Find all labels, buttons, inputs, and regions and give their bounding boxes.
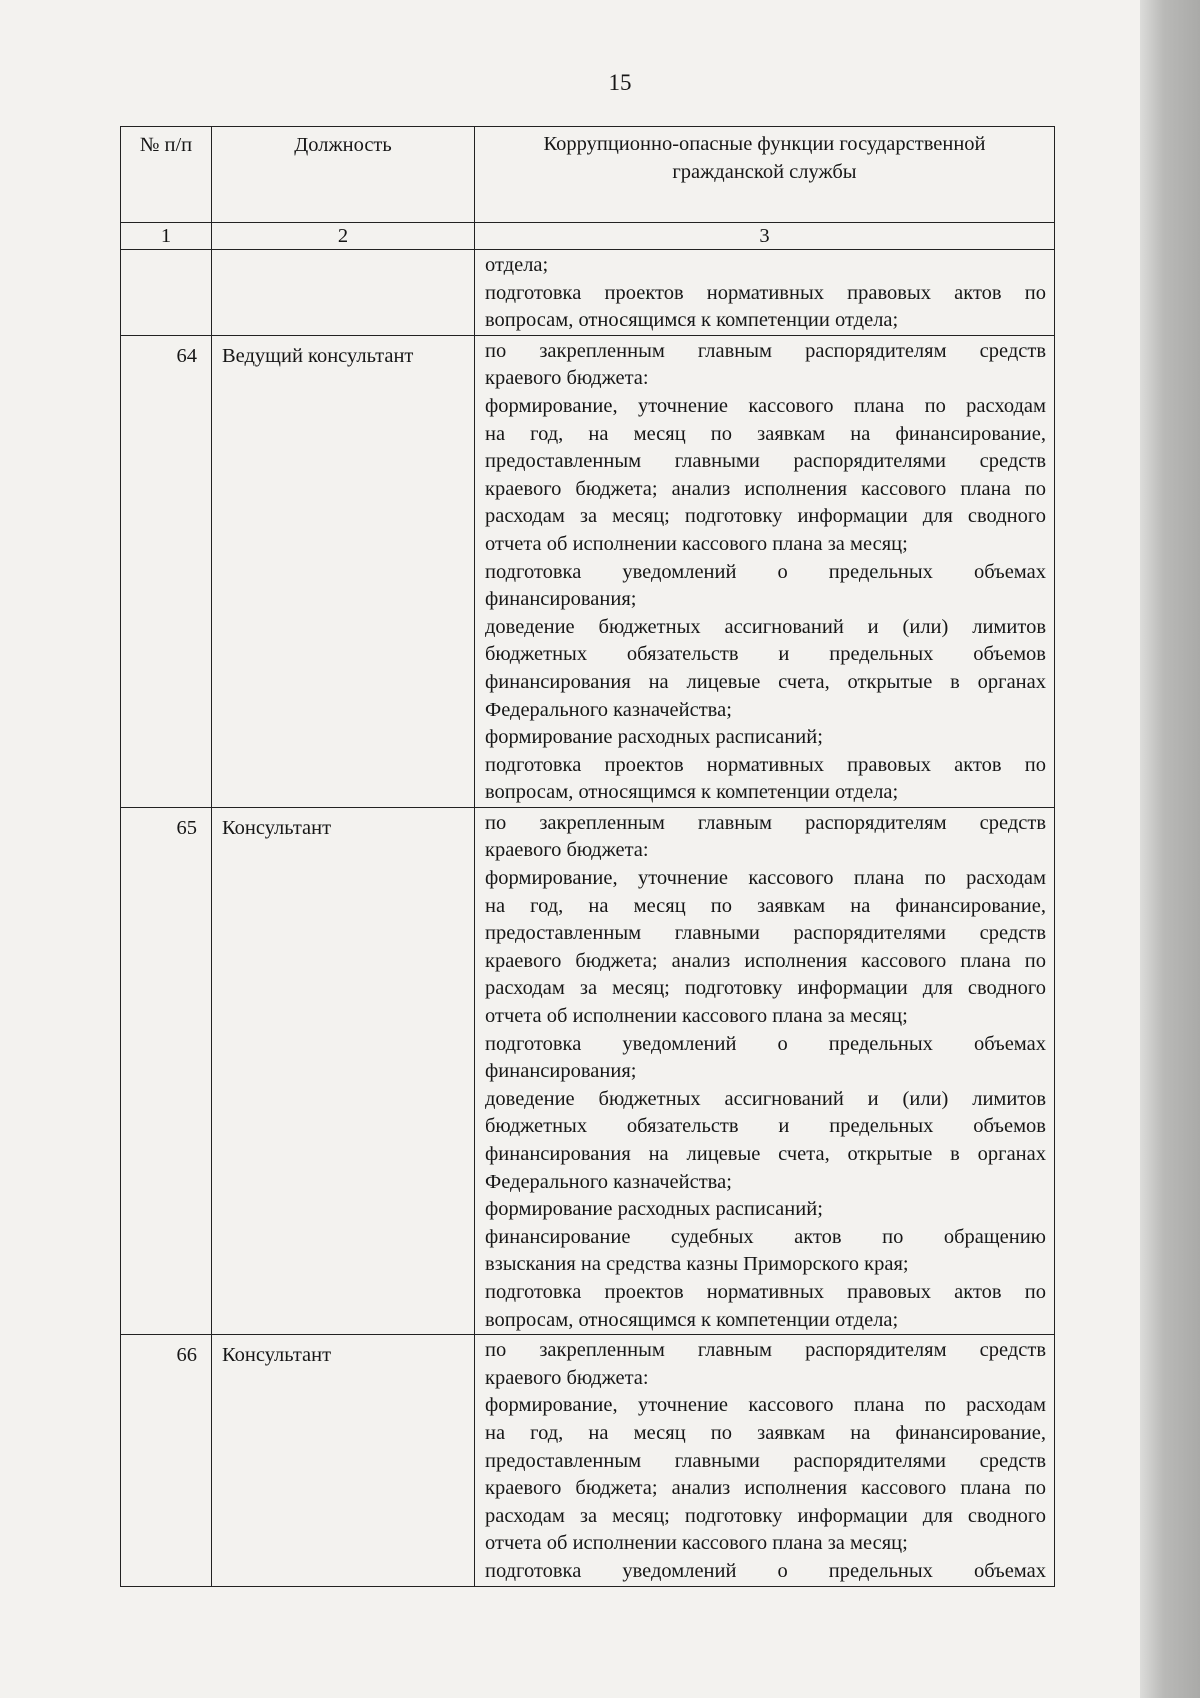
function-text-line: расходам за месяц; подготовку информации для сводного	[485, 505, 1046, 528]
function-text-line: финансирования на лицевые счета, открытые в органах	[485, 670, 1046, 693]
header-functions	[475, 127, 1055, 223]
function-text-line: по закрепленным главным распорядителям средств	[485, 1339, 1046, 1362]
function-text-line: вопросам, относящимся к компетенции отдела;	[485, 309, 899, 332]
function-text-line: формирование расходных расписаний;	[485, 1198, 823, 1221]
function-text-line: финансирования;	[485, 588, 637, 611]
function-text-line: отчета об исполнении кассового плана за месяц;	[485, 1532, 908, 1555]
row-position: Ведущий консультант	[212, 335, 475, 807]
function-text-line: расходам за месяц; подготовку информации для сводного	[485, 977, 1046, 1000]
function-text-line: бюджетных обязательств и предельных объемов	[485, 1115, 1046, 1138]
function-text-line: Федерального казначейства;	[485, 1170, 732, 1193]
page-number: 15	[608, 70, 632, 95]
function-text-line: краевого бюджета; анализ исполнения кассового плана по	[485, 1477, 1046, 1500]
function-text-line: краевого бюджета:	[485, 1366, 649, 1389]
header-number: № п/п	[121, 127, 212, 223]
column-number-3: 3	[475, 223, 1055, 250]
table-row	[121, 807, 1055, 1334]
row-functions	[475, 1335, 1055, 1586]
function-text-line: краевого бюджета:	[485, 839, 649, 862]
function-text-line: предоставленным главными распорядителями средств	[485, 450, 1046, 473]
row-functions	[475, 807, 1055, 1334]
function-text-line: формирование, уточнение кассового плана по расходам	[485, 394, 1046, 417]
header-functions-line-1: Коррупционно-опасные функции государственной	[543, 133, 986, 155]
scanner-edge	[1140, 0, 1200, 1698]
function-text-line: по закрепленным главным распорядителям средств	[485, 811, 1046, 834]
row-functions	[475, 250, 1055, 336]
function-text-line: подготовка проектов нормативных правовых актов по	[485, 753, 1046, 776]
row-position	[212, 250, 475, 336]
row-position: Консультант	[212, 1335, 475, 1586]
header-position: Должность	[212, 127, 475, 223]
row-number: 65	[121, 807, 212, 1334]
function-text-line: краевого бюджета; анализ исполнения кассового плана по	[485, 477, 1046, 500]
function-text-line: краевого бюджета; анализ исполнения кассового плана по	[485, 949, 1046, 972]
function-text-line: подготовка уведомлений о предельных объемах	[485, 1032, 1046, 1055]
row-number: 64	[121, 335, 212, 807]
column-number-1: 1	[121, 223, 212, 250]
function-text-line: предоставленным главными распорядителями средств	[485, 1449, 1046, 1472]
function-text-line: доведение бюджетных ассигнований и (или) лимитов	[485, 615, 1046, 638]
function-text-line: предоставленным главными распорядителями средств	[485, 922, 1046, 945]
header-functions-line-2: гражданской службы	[672, 160, 857, 183]
function-text-line: формирование расходных расписаний;	[485, 726, 823, 749]
function-text-line: финансирования на лицевые счета, открытые в органах	[485, 1143, 1046, 1165]
row-number	[121, 250, 212, 336]
function-text-line: формирование, уточнение кассового плана по расходам	[485, 1394, 1046, 1417]
function-text-line: подготовка проектов нормативных правовых актов по	[485, 281, 1046, 304]
column-number-row	[121, 223, 1055, 250]
function-text-line: расходам за месяц; подготовку информации для сводного	[485, 1504, 1046, 1527]
function-text-line: вопросам, относящимся к компетенции отдела;	[485, 1308, 899, 1331]
table-row	[121, 1335, 1055, 1586]
function-text-line: подготовка проектов нормативных правовых актов по	[485, 1280, 1046, 1303]
table-row	[121, 335, 1055, 807]
function-text-line: взыскания на средства казны Приморского края;	[485, 1253, 909, 1276]
row-position: Консультант	[212, 807, 475, 1334]
function-text-line: вопросам, относящимся к компетенции отдела;	[485, 781, 899, 804]
function-text-line: на год, на месяц по заявкам на финансирование,	[485, 422, 1046, 445]
function-text-line: на год, на месяц по заявкам на финансирование,	[485, 894, 1046, 917]
function-text-line: доведение бюджетных ассигнований и (или) лимитов	[485, 1087, 1046, 1110]
function-text-line: Федерального казначейства;	[485, 698, 732, 721]
functions-table	[120, 126, 1055, 1587]
function-text-line: формирование, уточнение кассового плана по расходам	[485, 867, 1046, 890]
function-text-line: подготовка уведомлений о предельных объемах	[485, 560, 1046, 583]
table-header-row	[121, 127, 1055, 223]
function-text-line: на год, на месяц по заявкам на финансирование,	[485, 1421, 1046, 1444]
function-text-line: финансирования;	[485, 1060, 637, 1083]
function-text-line: подготовка уведомлений о предельных объемах	[485, 1559, 1046, 1582]
function-text-line: финансирование судебных актов по обращению	[485, 1225, 1046, 1248]
row-number: 66	[121, 1335, 212, 1586]
function-text-line: отдела;	[485, 254, 549, 276]
table-row	[121, 250, 1055, 336]
function-text-line: бюджетных обязательств и предельных объемов	[485, 643, 1046, 666]
function-text-line: отчета об исполнении кассового плана за месяц;	[485, 1005, 908, 1028]
function-text-line: отчета об исполнении кассового плана за месяц;	[485, 532, 908, 555]
function-text-line: по закрепленным главным распорядителям средств	[485, 339, 1046, 362]
row-functions	[475, 335, 1055, 807]
column-number-2: 2	[212, 223, 475, 250]
function-text-line: краевого бюджета:	[485, 367, 649, 390]
